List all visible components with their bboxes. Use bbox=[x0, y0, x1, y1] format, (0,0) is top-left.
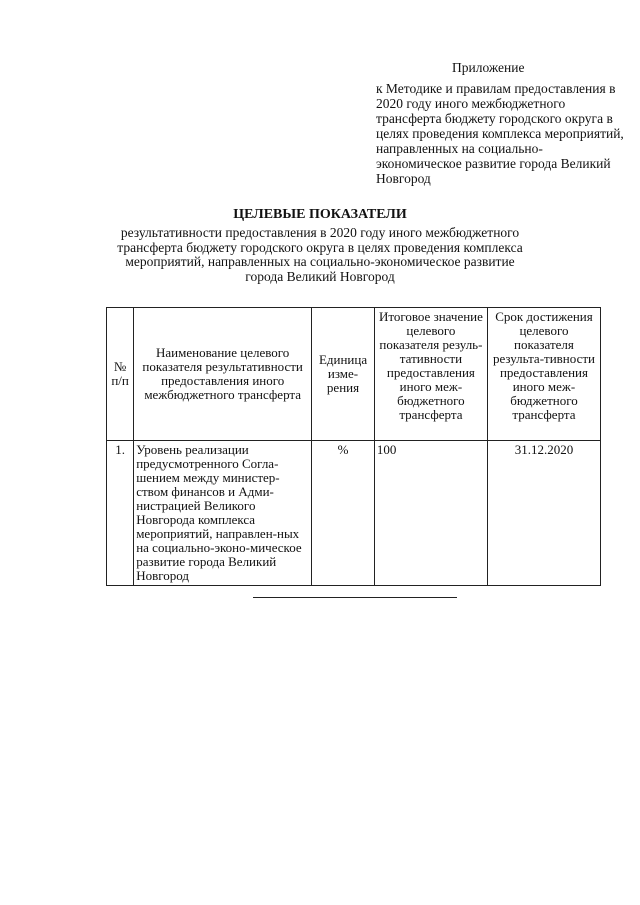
header-number: № п/п bbox=[107, 308, 134, 441]
row-indicator-name: Уровень реализации предусмотренного Согла-шением между министер-ством финансов и Адми-нистрацией Великого Новгорода комплекса мероприятий, направлен-ных на социально-эконо-мическое развитие города Великий Новгород bbox=[134, 441, 312, 586]
document-title: ЦЕЛЕВЫЕ ПОКАЗАТЕЛИ bbox=[233, 207, 407, 222]
closing-rule bbox=[253, 597, 457, 598]
row-unit: % bbox=[312, 441, 375, 586]
header-final-value: Итоговое значение целевого показателя резуль-тативности предоставления иного меж-бюджетного трансферта bbox=[374, 308, 487, 441]
header-indicator-name: Наименование целевого показателя результативности предоставления иного межбюджетного трансферта bbox=[134, 308, 312, 441]
table-header-row bbox=[107, 308, 601, 441]
header-unit: Единица изме-рения bbox=[312, 308, 375, 441]
appendix-label: Приложение bbox=[452, 60, 525, 75]
table-row bbox=[107, 441, 601, 586]
appendix-block bbox=[376, 60, 626, 186]
header-deadline: Срок достижения целевого показателя результа-тивности предоставления иного меж-бюджетного трансферта bbox=[487, 308, 600, 441]
row-number: 1. bbox=[107, 441, 134, 586]
document-subtitle: результативности предоставления в 2020 году иного межбюджетного трансферта бюджету городского округа в целях проведения комплекса мероприятий, направленных на социально-экономическое развитие города Великий Новгород bbox=[117, 225, 523, 284]
appendix-text: к Методике и правилам предоставления в 2020 году иного межбюджетного трансферта бюджету городского округа в целях проведения комплекса мероприятий, направленных на социально-экономическое развитие города Великий Новгород bbox=[376, 81, 624, 186]
targets-table bbox=[106, 307, 601, 586]
row-deadline: 31.12.2020 bbox=[487, 441, 600, 586]
row-final-value: 100 bbox=[374, 441, 487, 586]
